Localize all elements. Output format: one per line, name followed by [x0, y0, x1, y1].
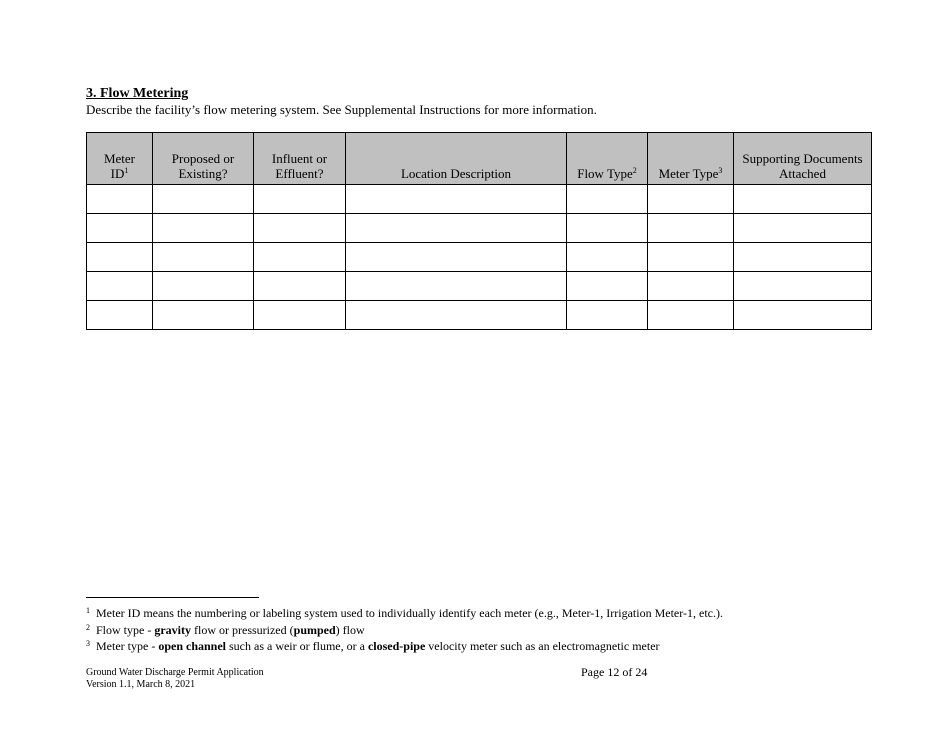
table-cell[interactable]	[648, 272, 734, 301]
table-cell[interactable]	[346, 243, 567, 272]
table-cell[interactable]	[648, 214, 734, 243]
footnote-text: Meter type -	[96, 639, 159, 653]
footnote-text: such as a weir or flume, or a	[226, 639, 368, 653]
footnote-divider	[86, 597, 259, 598]
table-cell[interactable]	[153, 243, 254, 272]
footnotes	[86, 604, 723, 654]
column-header-line1: Influent or	[271, 151, 328, 166]
footer-doc-info	[86, 667, 264, 691]
footnote	[86, 604, 723, 621]
column-header	[254, 133, 346, 185]
table-cell[interactable]	[254, 214, 346, 243]
section-description: Describe the facility’s flow metering system. See Supplemental Instructions for more information.	[86, 102, 597, 117]
footnote-ref: 3	[718, 166, 723, 175]
footnote-number: 3	[86, 639, 90, 648]
column-header-line1: Proposed or	[171, 151, 235, 166]
table-cell[interactable]	[153, 185, 254, 214]
table-cell[interactable]	[648, 301, 734, 330]
footnote-text: gravity	[154, 622, 191, 637]
table-cell[interactable]	[87, 185, 153, 214]
table-cell[interactable]	[734, 301, 872, 330]
table-cell[interactable]	[87, 243, 153, 272]
table-cell[interactable]	[567, 272, 648, 301]
footnote-text: closed-pipe	[367, 639, 426, 653]
table-cell[interactable]	[567, 243, 648, 272]
column-header	[734, 133, 872, 185]
footnote	[86, 637, 723, 654]
table-cell[interactable]	[153, 301, 254, 330]
table-cell[interactable]	[346, 214, 567, 243]
column-header-line1: Meter	[103, 151, 136, 166]
column-header	[567, 133, 648, 185]
table-cell[interactable]	[648, 243, 734, 272]
column-header-line2: Existing?	[178, 166, 228, 181]
table-cell[interactable]	[567, 301, 648, 330]
table-cell[interactable]	[153, 272, 254, 301]
column-header	[153, 133, 254, 185]
footnote-text: open channel	[158, 639, 226, 653]
footnote-number: 2	[86, 622, 90, 632]
footer-version: Version 1.1, March 8, 2021	[86, 679, 196, 690]
table-cell[interactable]	[734, 272, 872, 301]
footnote-text: ) flow	[335, 622, 365, 637]
table-cell[interactable]	[87, 301, 153, 330]
table-row	[87, 185, 872, 214]
table-row	[87, 214, 872, 243]
table-cell[interactable]	[346, 272, 567, 301]
column-header-line2: Meter Type	[658, 166, 719, 181]
page-number: Page 12 of 24	[581, 665, 648, 679]
column-header	[648, 133, 734, 185]
table-cell[interactable]	[153, 214, 254, 243]
column-header-line2: Effluent?	[275, 166, 324, 181]
section-title: 3. Flow Metering	[86, 86, 189, 101]
column-header-line2: Flow Type	[577, 166, 633, 181]
column-header-line2: Attached	[779, 166, 826, 181]
table-cell[interactable]	[346, 185, 567, 214]
table-cell[interactable]	[254, 301, 346, 330]
footnote-text: velocity meter such as an electromagnetic meter	[425, 639, 660, 653]
table-cell[interactable]	[567, 185, 648, 214]
table-cell[interactable]	[734, 214, 872, 243]
table-cell[interactable]	[87, 214, 153, 243]
table-cell[interactable]	[648, 185, 734, 214]
footnote-text: pumped	[293, 622, 336, 637]
table-cell[interactable]	[734, 185, 872, 214]
footnote-text: Flow type -	[96, 622, 155, 637]
footnote-ref: 2	[632, 166, 637, 175]
column-header	[87, 133, 153, 185]
footer-doc-title: Ground Water Discharge Permit Application	[86, 667, 264, 678]
table-cell[interactable]	[87, 272, 153, 301]
footnote-ref: 1	[124, 166, 129, 175]
footnote-number: 1	[86, 606, 90, 615]
column-header	[346, 133, 567, 185]
table-cell[interactable]	[567, 214, 648, 243]
column-header-line2: Location Description	[400, 166, 512, 181]
table-body	[87, 185, 872, 330]
footnote	[86, 621, 723, 638]
table-cell[interactable]	[254, 185, 346, 214]
table-row	[87, 301, 872, 330]
table-cell[interactable]	[254, 272, 346, 301]
column-header-line1: Supporting Documents	[742, 151, 863, 166]
table-row	[87, 272, 872, 301]
table-cell[interactable]	[254, 243, 346, 272]
flow-metering-table	[86, 132, 872, 330]
column-header-line2: ID	[110, 166, 125, 181]
table-cell[interactable]	[734, 243, 872, 272]
footnote-text: Meter ID means the numbering or labeling system used to individually identify each meter (e.g., Meter-1, Irrigation Meter-1, etc.).	[96, 606, 723, 620]
footnote-text: flow or pressurized (	[191, 622, 294, 637]
table-row	[87, 243, 872, 272]
table-header-row	[87, 133, 872, 185]
table-cell[interactable]	[346, 301, 567, 330]
